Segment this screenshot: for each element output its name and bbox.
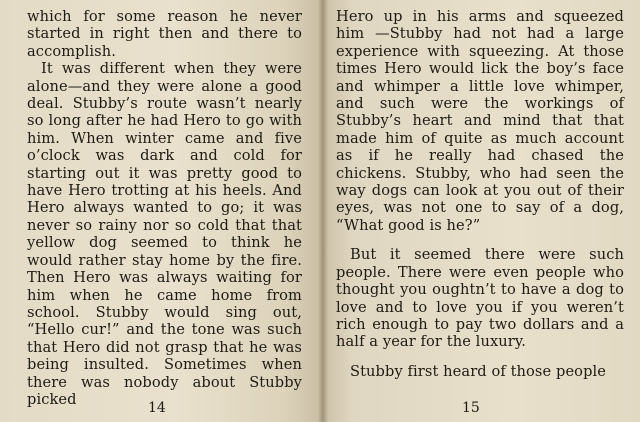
page-number-right: 15 — [462, 400, 480, 416]
page-number-left: 14 — [148, 400, 166, 416]
left-paragraph-continued: which for some reason he never started in right then and there to accomplish. — [27, 8, 302, 60]
right-paragraph-continued: Hero up in his arms and squeezed him —Stubby had not had a large experience with squeezing. At those times Hero would lick the boy’s face and whimper a little love whimper, and such were the workings of Stubby’s heart and mind that that made him of quite as much account as if he really had chased the chickens. Stubby, who had seen the way dogs can look at you out of their eyes, was not one to say of a dog, “What good is he?” — [336, 8, 624, 234]
right-paragraph-last: Stubby first heard of those people — [350, 362, 607, 380]
book-gutter — [318, 0, 328, 422]
right-paragraph: But it seemed there were such people. There were even people who thought you oughtn’t to have a dog to love and to love you if you weren’t rich enough to pay two dollars and a half a year for the luxury. — [336, 246, 624, 351]
left-paragraph: It was different when they were alone—and they were alone a good deal. Stubby’s route wasn’t nearly so long after he had Hero to go with him. When winter came and five o’clock was dark and cold for starting out it was pretty good to have Hero trotting at his heels. And Hero always wanted to go; it was never so rainy nor so cold that that yellow dog seemed to think he would rather stay home by the fire. Then Hero was always waiting for him when he came home from school. Stubby would sing out, “Hello cur!” and the tone was such that Hero did not grasp that he was being insulted. Sometimes when there was nobody about Stubby picked — [27, 60, 302, 408]
right-page — [322, 0, 640, 422]
